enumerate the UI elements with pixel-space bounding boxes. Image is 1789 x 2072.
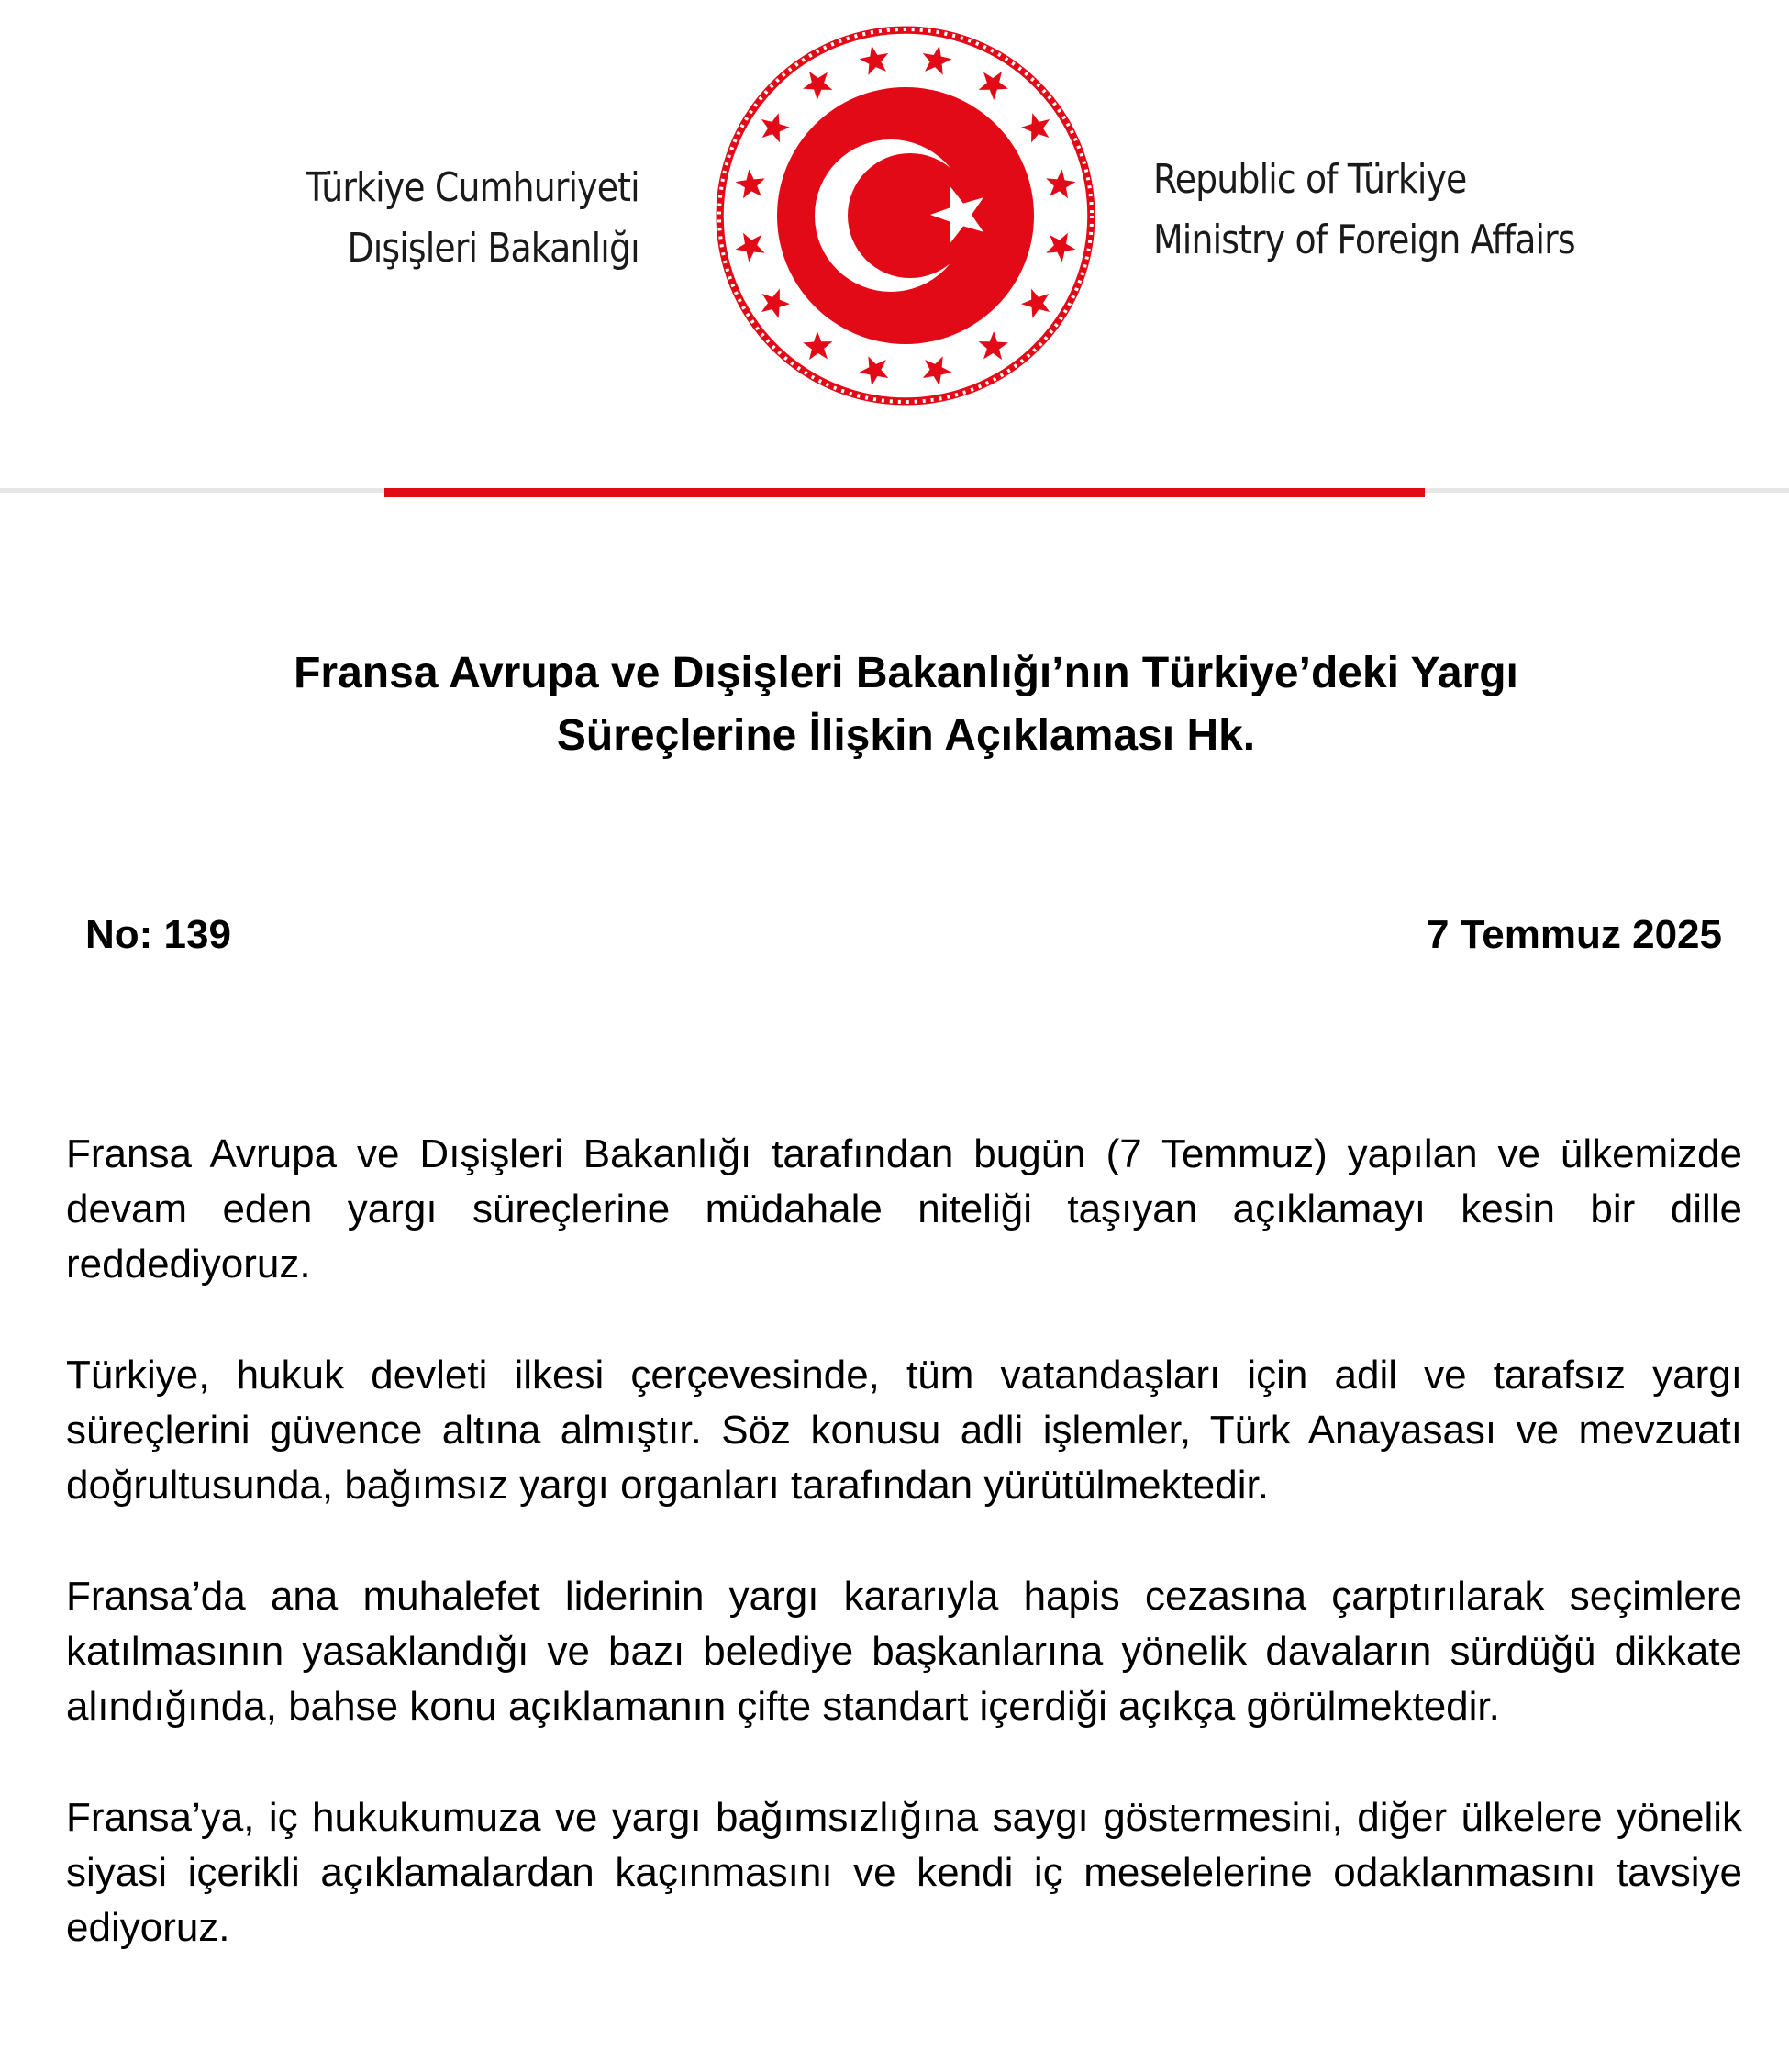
emblem-svg <box>714 24 1097 407</box>
statement-body <box>66 1127 1742 2011</box>
ministry-en-line-1: Republic of Türkiye <box>1153 156 1467 203</box>
paragraph-4: Fransa’ya, iç hukukumuza ve yargı bağımsızlığına saygı göstermesini, diğer ülkelere yönelik siyasi içerikli açıklamalardan kaçınmasını ve kendi iç meselelerine odaklanmasını tavsiye ediyoruz. <box>66 1795 1742 1950</box>
emblem-star-icon <box>736 233 765 262</box>
emblem-star-icon <box>860 356 889 385</box>
paragraph-1: Fransa Avrupa ve Dışişleri Bakanlığı tarafından bugün (7 Temmuz) yapılan ve ülkemizde devam eden yargı süreçlerine müdahale niteliği taşıyan açıklamayı kesin bir dille reddediyoruz. <box>66 1131 1742 1287</box>
emblem-star-icon <box>923 356 952 385</box>
emblem-star-icon <box>979 331 1008 360</box>
emblem-star-icon <box>761 289 790 318</box>
title-line-1: Fransa Avrupa ve Dışişleri Bakanlığı’nın Türkiye’deki Yargı <box>294 649 1518 698</box>
emblem-star-icon <box>860 46 889 75</box>
emblem-star-icon <box>1046 170 1075 199</box>
title-line-2: Süreçlerine İlişkin Açıklaması Hk. <box>556 711 1256 761</box>
emblem-star-icon <box>979 72 1008 100</box>
emblem-star-icon <box>803 331 832 360</box>
paragraph-2: Türkiye, hukuk devleti ilkesi çerçevesinde, tüm vatandaşları için adil ve tarafsız yargı süreçlerini güvence altına almıştır. Söz konusu adli işlemler, Türk Anayasası ve mevzuatı doğrultusunda, bağımsız yargı organları tarafından yürütülmektedir. <box>66 1353 1742 1508</box>
header-divider <box>384 488 1425 497</box>
emblem-star-icon <box>736 170 765 199</box>
document-title <box>92 642 1720 767</box>
ministry-tr-line-2: Dışişleri Bakanlığı <box>347 225 639 272</box>
crescent-star-emblem-icon <box>714 24 1097 407</box>
statement-number: No: 139 <box>85 912 231 957</box>
statement-date: 7 Temmuz 2025 <box>1426 912 1722 957</box>
ministry-en-line-2: Ministry of Foreign Affairs <box>1153 217 1575 263</box>
emblem-star-icon <box>1046 233 1075 262</box>
letterhead <box>0 0 1789 496</box>
emblem-star-icon <box>923 46 952 75</box>
emblem-star-icon <box>803 72 832 100</box>
paragraph-3: Fransa’da ana muhalefet liderinin yargı kararıyla hapis cezasına çarptırılarak seçimlere katılmasının yasaklandığı ve bazı belediye başkanlarına yönelik davaların sürdüğü dikkate alındığında, bahse konu açıklamanın çifte standart içerdiği açıkça görülmektedir. <box>66 1574 1742 1729</box>
ministry-tr-line-1: Türkiye Cumhuriyeti <box>306 164 639 211</box>
emblem-star-icon <box>761 113 790 142</box>
emblem-star-icon <box>1021 113 1050 142</box>
emblem-star-icon <box>1021 289 1050 318</box>
ministry-name-english <box>1153 150 1575 271</box>
ministry-name-turkish <box>306 158 639 279</box>
